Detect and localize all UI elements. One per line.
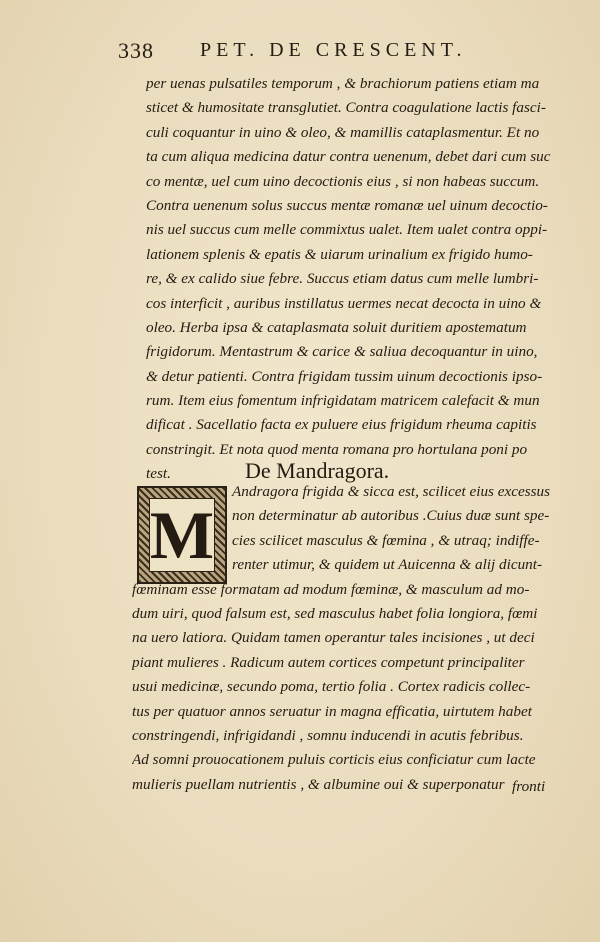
text-line: fœminam esse formatam ad modum fœminæ, & masculum ad mo-: [132, 580, 530, 598]
text-line: tus per quatuor annos seruatur in magna efficatia, uirtutem habet: [132, 702, 532, 720]
text-line: oleo. Herba ipsa & cataplasmata soluit duritiem apostematum: [146, 318, 527, 336]
text-line: culi coquantur in uino & oleo, & mamillis cataplasmentur. Et no: [146, 123, 540, 141]
text-line: rum. Item eius fomentum infrigidatam matricem calefacit & mun: [146, 392, 540, 410]
text-line: test.: [146, 465, 171, 483]
text-line: usui medicinæ, secundo poma, tertio folia . Cortex radicis collec-: [132, 678, 531, 696]
running-head: PET. DE CRESCENT.: [200, 39, 467, 61]
text-line: sticet & humositate transglutiet. Contra coagulatione lactis fasci-: [146, 99, 546, 117]
text-line: constringit. Et nota quod menta romana pro hortulana poni po: [146, 440, 528, 458]
mentha-paragraph: [146, 72, 564, 487]
text-line: lationem splenis & epatis & uiarum urinalium ex frigido humo-: [146, 245, 533, 263]
text-line: mulieris puellam nutrientis , & albumine oui & superponatur: [132, 775, 505, 793]
text-line: renter utimur, & quidem ut Auicenna & alij dicunt-: [232, 556, 543, 574]
text-line: cos interficit , auribus instillatus uermes necat decocta in uino &: [146, 294, 542, 312]
text-line: nis uel succus cum melle commixtus ualet. Item ualet contra oppi-: [146, 221, 548, 239]
text-line: dum uiri, quod falsum est, sed masculus habet folia longiora, fœmi: [132, 604, 538, 622]
section-heading: De Mandragora.: [245, 458, 390, 483]
text-line: non determinatur ab autoribus .Cuius duæ sunt spe-: [232, 507, 550, 525]
catchword: fronti: [512, 778, 546, 795]
text-line: piant mulieres . Radicum autem cortices competunt principaliter: [132, 653, 525, 671]
text-line: per uenas pulsatiles temporum , & brachiorum patiens etiam ma: [146, 75, 540, 92]
mandragora-paragraph: [132, 480, 564, 797]
text-line: cies scilicet masculus & fœmina , & utraq; indiffe-: [232, 531, 540, 549]
text-line: Contra uenenum solus succus mentæ romanæ uel uinum decoctio-: [146, 196, 548, 214]
text-line: dificat . Sacellatio facta ex puluere eius frigidum rheuma capitis: [146, 416, 537, 434]
text-line: Ad somni prouocationem puluis corticis eius conficiatur cum lacte: [132, 751, 536, 769]
page-number: 338: [118, 38, 154, 63]
text-line: constringendi, infrigidandi , somnu inducendi in acutis febribus.: [132, 726, 524, 744]
text-line: ta cum aliqua medicina datur contra uenenum, debet dari cum suc: [146, 148, 551, 166]
text-line: co mentæ, uel cum uino decoctionis eius , si non habeas succum.: [146, 172, 540, 190]
text-line: frigidorum. Mentastrum & carice & saliua decoquantur in uino,: [146, 343, 538, 361]
text-line: & detur patienti. Contra frigidam tussim uinum decoctionis ipso-: [146, 367, 543, 385]
text-line: re, & ex calido siue febre. Succus etiam datus cum melle lumbri-: [146, 270, 539, 288]
text-line: na uero latiora. Quidam tamen operantur tales incisiones , ut deci: [132, 629, 535, 647]
page-header: [118, 38, 558, 68]
decorated-initial-letter: M: [149, 497, 215, 573]
text-line: Andragora frigida & sicca est, scilicet eius excessus: [232, 483, 551, 500]
